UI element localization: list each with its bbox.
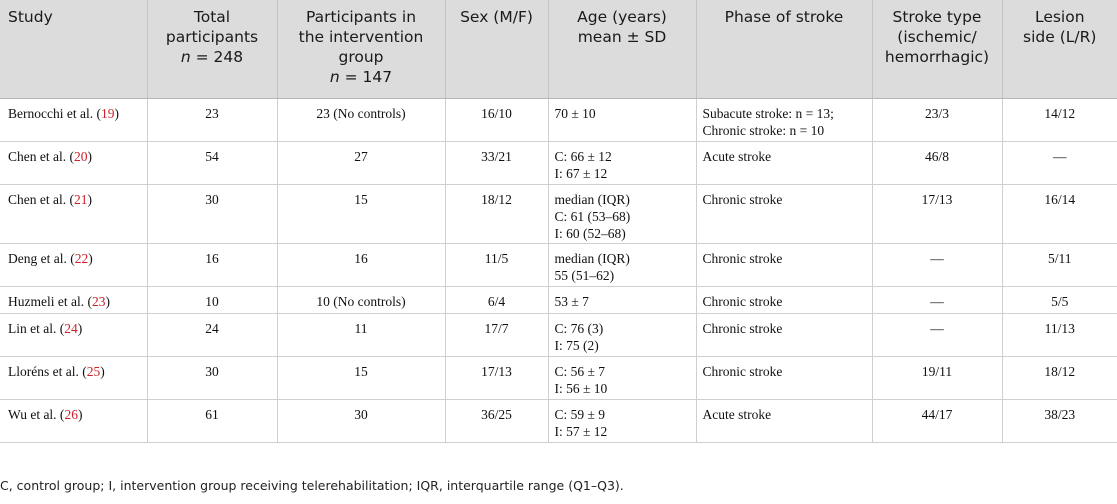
cell-total: 23	[147, 98, 277, 141]
cell-age	[548, 313, 696, 356]
cell-sex: 33/21	[445, 141, 548, 184]
header-row	[0, 0, 1117, 98]
table-footnote: C, control group; I, intervention group receiving telerehabilitation; IQR, interquartile range (Q1–Q3).	[0, 478, 624, 493]
cell-stroke-type: —	[872, 313, 1002, 356]
study-name-close: )	[87, 148, 92, 164]
reference-link[interactable]: 23	[91, 293, 106, 309]
study-name-close: )	[100, 363, 105, 379]
reference-link[interactable]: 24	[64, 320, 78, 336]
age-line: 53 ± 7	[554, 293, 589, 309]
cell-age	[548, 184, 696, 243]
table-row	[0, 286, 1117, 313]
cell-phase	[696, 184, 872, 243]
cell-stroke-type: 44/17	[872, 399, 1002, 442]
cell-sex: 17/13	[445, 356, 548, 399]
cell-total: 30	[147, 356, 277, 399]
cell-lesion-side: 5/5	[1002, 286, 1117, 313]
table-row	[0, 184, 1117, 243]
cell-age	[548, 286, 696, 313]
age-line: C: 66 ± 12	[554, 148, 612, 164]
header-intervention-n: n = 147	[329, 68, 393, 86]
cell-intervention: 27	[277, 141, 445, 184]
reference-link[interactable]: 22	[74, 250, 89, 266]
study-name-close: )	[77, 320, 83, 336]
cell-age	[548, 243, 696, 286]
age-line: C: 56 ± 7	[554, 363, 606, 379]
cell-phase	[696, 356, 872, 399]
study-name: Lin et al. (	[8, 320, 65, 336]
table-row	[0, 98, 1117, 141]
study-name: Wu et al. (	[8, 406, 65, 422]
cell-total: 54	[147, 141, 277, 184]
age-line: I: 75 (2)	[554, 337, 599, 353]
phase-line: Chronic stroke: n = 10	[702, 122, 825, 138]
cell-phase	[696, 243, 872, 286]
cell-intervention: 16	[277, 243, 445, 286]
cell-total: 61	[147, 399, 277, 442]
cell-phase	[696, 313, 872, 356]
header-total-n: n = 248	[180, 48, 244, 66]
age-line: I: 57 ± 12	[554, 423, 608, 439]
age-line: 55 (51–62)	[554, 267, 615, 283]
phase-line: Acute stroke	[702, 148, 772, 164]
study-name-close: )	[114, 105, 119, 121]
cell-intervention: 15	[277, 184, 445, 243]
age-line: median (IQR)	[554, 250, 630, 266]
reference-link[interactable]: 19	[100, 105, 115, 121]
cell-intervention: 11	[277, 313, 445, 356]
cell-total: 30	[147, 184, 277, 243]
table-row	[0, 313, 1117, 356]
age-line: median (IQR)	[554, 191, 630, 207]
header-phase: Phase of stroke	[696, 0, 872, 98]
age-line: I: 60 (52–68)	[554, 225, 626, 241]
cell-stroke-type: 19/11	[872, 356, 1002, 399]
cell-phase	[696, 141, 872, 184]
cell-intervention: 15	[277, 356, 445, 399]
cell-study	[0, 98, 147, 141]
study-name: Chen et al. (	[8, 148, 74, 164]
header-age: Age (years) mean ± SD	[548, 0, 696, 98]
table-row	[0, 356, 1117, 399]
cell-study	[0, 141, 147, 184]
cell-phase	[696, 98, 872, 141]
cell-lesion-side: 16/14	[1002, 184, 1117, 243]
cell-stroke-type: 23/3	[872, 98, 1002, 141]
study-name-close: )	[88, 250, 93, 266]
cell-lesion-side: 18/12	[1002, 356, 1117, 399]
cell-study	[0, 399, 147, 442]
study-name-close: )	[87, 191, 92, 207]
age-line: C: 61 (53–68)	[554, 208, 631, 224]
cell-study	[0, 356, 147, 399]
cell-intervention: 10 (No controls)	[277, 286, 445, 313]
study-name: Lloréns et al. (	[8, 363, 87, 379]
cell-lesion-side: —	[1002, 141, 1117, 184]
age-line: I: 56 ± 10	[554, 380, 608, 396]
cell-stroke-type: —	[872, 286, 1002, 313]
study-name: Chen et al. (	[8, 191, 74, 207]
table-row	[0, 243, 1117, 286]
header-total-participants: Total participants n = 248	[147, 0, 277, 98]
reference-link[interactable]: 25	[86, 363, 101, 379]
cell-age	[548, 356, 696, 399]
study-name: Bernocchi et al. (	[8, 105, 101, 121]
cell-lesion-side: 11/13	[1002, 313, 1117, 356]
study-name: Deng et al. (	[8, 250, 75, 266]
age-line: C: 76 (3)	[554, 320, 604, 336]
cell-intervention: 23 (No controls)	[277, 98, 445, 141]
cell-sex: 17/7	[445, 313, 548, 356]
study-name-close: )	[105, 293, 110, 309]
cell-stroke-type: 46/8	[872, 141, 1002, 184]
phase-line: Acute stroke	[702, 406, 772, 422]
cell-total: 10	[147, 286, 277, 313]
cell-stroke-type: 17/13	[872, 184, 1002, 243]
cell-age	[548, 141, 696, 184]
age-line: 70 ± 10	[554, 105, 596, 121]
phase-line: Chronic stroke	[702, 293, 783, 309]
study-name: Huzmeli et al. (	[8, 293, 92, 309]
header-intervention-participants: Participants in the intervention group n = 147	[277, 0, 445, 98]
phase-line: Chronic stroke	[702, 320, 783, 336]
study-name-close: )	[77, 406, 83, 422]
cell-sex: 11/5	[445, 243, 548, 286]
cell-study	[0, 184, 147, 243]
cell-total: 16	[147, 243, 277, 286]
cell-lesion-side: 14/12	[1002, 98, 1117, 141]
cell-sex: 18/12	[445, 184, 548, 243]
cell-lesion-side: 38/23	[1002, 399, 1117, 442]
table-row	[0, 141, 1117, 184]
cell-study	[0, 313, 147, 356]
cell-study	[0, 243, 147, 286]
header-sex: Sex (M/F)	[445, 0, 548, 98]
phase-line: Chronic stroke	[702, 363, 783, 379]
cell-intervention: 30	[277, 399, 445, 442]
phase-line: Chronic stroke	[702, 250, 783, 266]
cell-age	[548, 399, 696, 442]
cell-sex: 36/25	[445, 399, 548, 442]
header-stroke-type: Stroke type (ischemic/ hemorrhagic)	[872, 0, 1002, 98]
reference-link[interactable]: 26	[64, 406, 78, 422]
cell-stroke-type: —	[872, 243, 1002, 286]
cell-sex: 16/10	[445, 98, 548, 141]
cell-total: 24	[147, 313, 277, 356]
reference-link[interactable]: 20	[73, 148, 88, 164]
header-study: Study	[0, 0, 147, 98]
phase-line: Chronic stroke	[702, 191, 783, 207]
table-row	[0, 399, 1117, 442]
cell-phase	[696, 286, 872, 313]
reference-link[interactable]: 21	[73, 191, 88, 207]
age-line: I: 67 ± 12	[554, 165, 608, 181]
phase-line: Subacute stroke: n = 13;	[702, 105, 834, 121]
cell-phase	[696, 399, 872, 442]
header-lesion-side: Lesion side (L/R)	[1002, 0, 1117, 98]
cell-age	[548, 98, 696, 141]
cell-sex: 6/4	[445, 286, 548, 313]
cell-lesion-side: 5/11	[1002, 243, 1117, 286]
age-line: C: 59 ± 9	[554, 406, 606, 422]
cell-study	[0, 286, 147, 313]
